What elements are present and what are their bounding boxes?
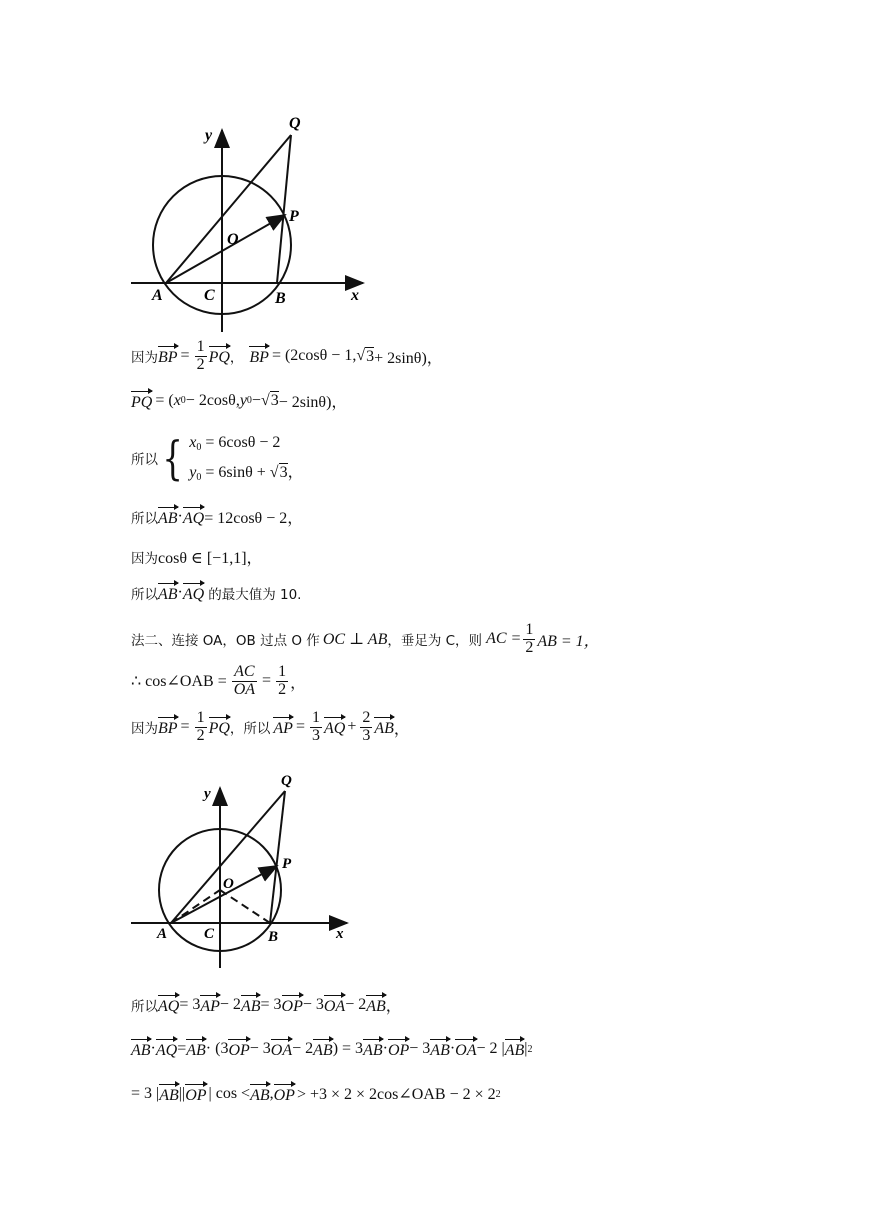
label-q: Q [289,115,301,132]
line-5: 因为 cosθ ∈ [−1,1]， [131,550,263,567]
label-y: y [204,786,211,802]
label-x: x [351,287,359,304]
line-9: 因为 BP = $\frac{1}{2}$ PQ ，所以 AP = $\frac{1}{3}$ AQ + $\frac{2}{3}$ AB ， [131,709,410,744]
label-p: P [282,856,292,872]
line-8: ∴ cos∠OAB = $\frac{AC}{OA}$ = $\frac{1}{2}$ ， [131,663,307,698]
line-10: 所以 AQ = 3 AP − 2 AB = 3 OP − 3 OA − 2 AB ， [131,995,402,1015]
label-c: C [204,926,215,942]
figure-2-diagram [125,768,360,973]
label-o: O [223,876,234,892]
label-b: B [275,290,286,307]
label-a: A [152,287,163,304]
segment-aq [171,791,285,923]
vector-ap [171,866,277,923]
line-1: 因为 BP = $\frac{1}{2}$ PQ ， BP = (2cosθ − 1, √ 3 + 2sinθ)， [131,338,443,373]
label-p: P [289,208,299,225]
line-12: = 3 | AB || OP | cos < AB , OP > +3 × 2 × 2cos∠OAB − 2 × 2 2 [131,1085,501,1104]
label-o: O [227,231,239,248]
dashed-ob [220,890,270,923]
line-6: 所以 AB · AQ 的最大值为 10. [131,584,302,603]
line-3: 所以 { $x_0 = 6\cos\theta - 2$ $y_0 = 6\sin\theta + √3$， [131,431,304,486]
vector-ap [166,215,285,283]
line-4: 所以 AB · AQ = 12cosθ − 2， [131,507,304,527]
label-c: C [204,287,215,304]
figure-1-diagram [125,110,375,335]
label-b: B [268,929,279,945]
segment-aq [166,135,291,283]
label-q: Q [281,773,292,789]
label-a: A [157,926,168,942]
line-11: AB · AQ = AB · (3 OP − 3 OA − 2 AB ) = 3 AB · OP − 3 AB · OA − 2 | AB | 2 [131,1040,533,1059]
line-2: PQ = ( x 0 − 2cosθ, y 0 − √ 3 − 2sinθ)， [131,391,348,411]
line-7: 法二、连接 OA，OB 过点 O 作 OC ⊥ AB ，垂足为 C，则 AC = $\frac{1}{2}$ AB = 1， [131,621,600,656]
label-y: y [205,127,213,144]
label-x: x [336,926,344,942]
